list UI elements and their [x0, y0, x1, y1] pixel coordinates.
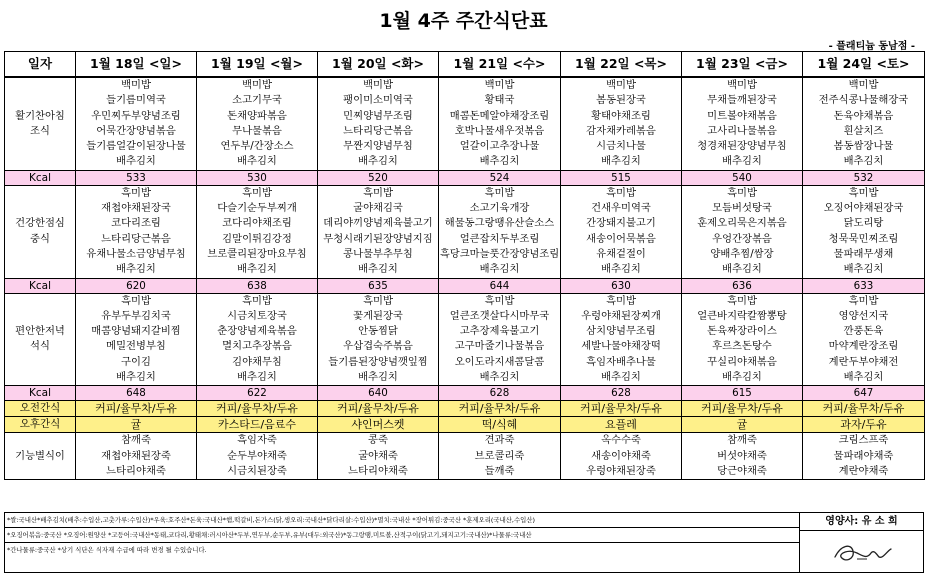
dish-item: 재첩야채된장국 [101, 202, 171, 215]
dish-item: 무청시래기된장양념지짐 [323, 232, 433, 245]
dish-item: 오이도라지새콤달콤 [454, 355, 545, 368]
dish-item: 닭도리탕 [843, 217, 884, 230]
day-header: 1월 19일 <월> [197, 52, 318, 78]
porridge-item: 재첩야채된장죽 [101, 449, 171, 462]
snack-cell: 요플레 [561, 417, 682, 433]
meal-label-line: 활기찬아침 [15, 109, 65, 122]
porridge-item: 느타리야채죽 [348, 464, 408, 477]
dish-item: 물파래무생채 [833, 247, 894, 260]
snack-cell: 커피/율무차/두유 [439, 401, 561, 417]
dish-item: 시금치나물 [596, 140, 646, 153]
dish-item: 배추김치 [479, 263, 520, 276]
porridge-cell [318, 433, 439, 480]
afternoon-snack-row [5, 417, 925, 433]
dish-item: 청경채된장양념무침 [697, 140, 787, 153]
snack-cell: 커피/율무차/두유 [318, 401, 439, 417]
day-header: 1월 18일 <일> [76, 52, 197, 78]
dish-item: 무짠지양념무침 [343, 140, 413, 153]
porridge-cell [561, 433, 682, 480]
dish-item: 후르츠돈탕수 [712, 340, 772, 353]
snack-cell: 샤인머스켓 [318, 417, 439, 433]
porridge-item: 브로콜리죽 [474, 449, 525, 462]
kcal-value: 640 [318, 386, 439, 401]
dish-item: 호박나물새우젓볶음 [454, 124, 545, 137]
dish-item: 다슬기순두부찌개 [217, 202, 297, 215]
dish-item: 시금치토장국 [227, 309, 287, 322]
kcal-value: 638 [197, 278, 318, 293]
dish-item: 흑미밥 [242, 294, 272, 307]
dish-item: 돈채양파볶음 [227, 109, 287, 122]
dish-item: 김야채무침 [232, 355, 282, 368]
kcal-value: 533 [76, 170, 197, 185]
day-header: 1월 21일 <수> [439, 52, 561, 78]
dish-item: 유채나물소금양념무침 [86, 247, 186, 260]
dish-item: 매콤돈메알야채장조림 [449, 109, 550, 122]
dish-item: 백미밥 [121, 79, 151, 91]
kcal-value: 615 [682, 386, 803, 401]
porridge-item: 버섯야채죽 [717, 449, 767, 462]
branch-name: - 플래티늄 동남점 - [828, 41, 915, 52]
dish-item: 깐풍돈육 [843, 325, 884, 338]
dish-item: 무채들깨된장국 [707, 94, 777, 107]
dish-item: 꾸실리야채볶음 [707, 355, 777, 368]
dish-item: 굴야채김국 [353, 202, 403, 215]
kcal-label: Kcal [5, 170, 76, 185]
dish-item: 우삽겹숙주볶음 [343, 340, 413, 353]
menu-cell [439, 293, 561, 386]
dish-item: 흑미밥 [363, 294, 393, 307]
menu-cell [561, 293, 682, 386]
dish-item: 돈육야채볶음 [833, 109, 894, 122]
kcal-value: 540 [682, 170, 803, 185]
page-title: 1월 4주 주간식단표 [379, 10, 548, 32]
porridge-item: 참깨죽 [727, 434, 757, 447]
porridge-item: 우렁야채된장죽 [586, 464, 656, 477]
dish-item: 고구마줄기나물볶음 [454, 340, 545, 353]
kcal-value: 636 [682, 278, 803, 293]
functional-diet-label: 기능별식이 [5, 433, 76, 480]
kcal-value: 633 [803, 278, 925, 293]
dish-item: 흑임자배추나물 [586, 355, 656, 368]
functional-diet-row [5, 433, 925, 480]
kcal-value: 635 [318, 278, 439, 293]
dish-item: 계란두부야채전 [828, 355, 899, 368]
kcal-value: 648 [76, 386, 197, 401]
dish-item: 배추김치 [358, 155, 398, 168]
menu-cell [439, 185, 561, 278]
breakfast-row [5, 77, 925, 170]
origin-note: *쌀:국내산*배추김치(배추:수입산,고춧가루:수입산)*우육:호주산*돈육:국내산*햄,떡갈비,돈가스(닭,생오리:국내산*닭다리살:수입산)*멸치:국내산 *장어튀김:중국산 *훈제오리(국내산,수입산) [5, 513, 799, 528]
meal-label-line: 건강한점심 [15, 217, 65, 230]
kcal-row-dinner [5, 386, 925, 401]
meal-label-lunch [5, 185, 76, 278]
dish-item: 배추김치 [843, 263, 884, 276]
dish-item: 황태국 [484, 94, 515, 107]
lunch-row [5, 185, 925, 278]
dish-item: 배추김치 [116, 263, 156, 276]
dish-item: 흑미밥 [484, 186, 515, 199]
dish-item: 흑미밥 [121, 186, 151, 199]
dietitian-box [800, 512, 924, 573]
dish-item: 느타리당근볶음 [101, 232, 171, 245]
dish-item: 메밀전병부침 [106, 340, 166, 353]
dish-item: 배추김치 [722, 155, 762, 168]
kcal-value: 628 [561, 386, 682, 401]
dish-item: 양배추찜/쌈장 [710, 247, 774, 260]
dish-item: 봄동된장국 [596, 94, 646, 107]
porridge-item: 옥수수죽 [601, 434, 641, 447]
day-header: 1월 24일 <토> [803, 52, 925, 78]
dish-item: 배추김치 [116, 371, 156, 384]
dish-item: 소고기육개장 [469, 202, 530, 215]
dish-item: 얼큰조갯살다시마무국 [449, 309, 550, 322]
kcal-value: 620 [76, 278, 197, 293]
dish-item: 우렁야채된장찌개 [581, 309, 661, 322]
footer-area [4, 512, 924, 573]
dietitian-name: 영양사: 유 소 희 [800, 513, 923, 531]
porridge-item: 크림스프죽 [838, 434, 889, 447]
dish-item: 백미밥 [484, 79, 515, 91]
kcal-value: 532 [803, 170, 925, 185]
menu-cell [682, 185, 803, 278]
dish-item: 백미밥 [363, 79, 393, 91]
dish-item: 흑당크마늘풋간장양념조림 [439, 247, 560, 260]
menu-cell [561, 185, 682, 278]
dish-item: 매콤양념돼지갈비찜 [91, 325, 181, 338]
porridge-cell [439, 433, 561, 480]
menu-cell [803, 185, 925, 278]
dinner-row [5, 293, 925, 386]
dish-item: 얼큰바지락칼짬뽕탕 [697, 309, 787, 322]
dish-item: 간장돼지불고기 [586, 217, 656, 230]
dish-item: 배추김치 [601, 371, 641, 384]
kcal-row-lunch [5, 278, 925, 293]
dish-item: 배추김치 [843, 155, 884, 168]
porridge-cell [803, 433, 925, 480]
dish-item: 배추김치 [601, 155, 641, 168]
kcal-label: Kcal [5, 278, 76, 293]
dish-item: 백미밥 [727, 79, 757, 91]
dish-item: 배추김치 [237, 371, 277, 384]
dish-item: 들기름얼갈이된장나물 [86, 140, 186, 153]
dish-item: 소고기무국 [232, 94, 282, 107]
meal-label-line: 조식 [30, 124, 50, 137]
dish-item: 연두부/간장소스 [220, 140, 294, 153]
porridge-item: 견과죽 [484, 434, 515, 447]
dish-item: 배추김치 [358, 263, 398, 276]
menu-cell [318, 293, 439, 386]
dish-item: 우엉간장볶음 [712, 232, 772, 245]
header-row [5, 52, 925, 78]
dish-item: 느타리당근볶음 [343, 124, 413, 137]
kcal-row-breakfast [5, 170, 925, 185]
snack-cell: 커피/율무차/두유 [197, 401, 318, 417]
snack-cell: 과자/두유 [803, 417, 925, 433]
dish-item: 안동찜닭 [358, 325, 398, 338]
kcal-value: 515 [561, 170, 682, 185]
snack-cell: 커피/율무차/두유 [76, 401, 197, 417]
porridge-item: 순두부야채죽 [227, 449, 287, 462]
porridge-item: 흑임자죽 [237, 434, 277, 447]
porridge-item: 계란야채죽 [838, 464, 889, 477]
dish-item: 전주식콩나물해장국 [818, 94, 909, 107]
dish-item: 백미밥 [606, 79, 636, 91]
dish-item: 코다리조림 [111, 217, 161, 230]
dish-item: 마약계란장조림 [828, 340, 899, 353]
dish-item: 해물동그랑땡유산슬소스 [444, 217, 555, 230]
dish-item: 들기름미역국 [106, 94, 166, 107]
afternoon-snack-label: 오후간식 [5, 417, 76, 433]
dish-item: 훈제오리묵은지볶음 [697, 217, 787, 230]
day-header: 1월 20일 <화> [318, 52, 439, 78]
dish-item: 배추김치 [722, 263, 762, 276]
snack-cell: 귤 [682, 417, 803, 433]
porridge-item: 당근야채죽 [717, 464, 767, 477]
menu-cell [76, 77, 197, 170]
dish-item: 청묵묵민찌조림 [828, 232, 899, 245]
snack-cell: 커피/율무차/두유 [803, 401, 925, 417]
dish-item: 배추김치 [479, 371, 520, 384]
porridge-cell [197, 433, 318, 480]
dish-item: 민찌양념무조림 [343, 109, 413, 122]
menu-cell [318, 185, 439, 278]
dish-item: 오징어야채된장국 [823, 202, 904, 215]
porridge-item: 참깨죽 [121, 434, 151, 447]
dish-item: 유채겉절이 [596, 247, 646, 260]
kcal-value: 647 [803, 386, 925, 401]
menu-table [4, 51, 925, 480]
kcal-value: 530 [197, 170, 318, 185]
dish-item: 김말이튀김강정 [222, 232, 292, 245]
date-label-header: 일자 [5, 52, 76, 78]
snack-cell: 커피/율무차/두유 [561, 401, 682, 417]
day-header: 1월 23일 <금> [682, 52, 803, 78]
dish-item: 흑미밥 [484, 294, 515, 307]
menu-cell [561, 77, 682, 170]
dish-item: 배추김치 [843, 371, 884, 384]
kcal-value: 524 [439, 170, 561, 185]
menu-cell [76, 185, 197, 278]
dish-item: 멸치고추장볶음 [222, 340, 292, 353]
dish-item: 흑미밥 [363, 186, 393, 199]
dish-item: 황태야채조림 [591, 109, 651, 122]
meal-label-line: 중식 [30, 232, 50, 245]
dish-item: 얼갈이고추장나물 [459, 140, 540, 153]
dish-item: 감자채카레볶음 [586, 124, 656, 137]
dish-item: 춘장양념제육볶음 [217, 325, 297, 338]
dish-item: 백미밥 [848, 79, 879, 91]
dish-item: 흑미밥 [606, 186, 636, 199]
dish-item: 콩나물부추무침 [343, 247, 413, 260]
dish-item: 흑미밥 [242, 186, 272, 199]
dish-item: 얼큰잡치두부조림 [459, 232, 540, 245]
dish-item: 흑미밥 [848, 186, 879, 199]
menu-cell [76, 293, 197, 386]
day-header: 1월 22일 <목> [561, 52, 682, 78]
dish-item: 유부두부김치국 [101, 309, 171, 322]
dish-item: 고추장제육불고기 [459, 325, 540, 338]
porridge-item: 새송이야채죽 [591, 449, 651, 462]
dish-item: 백미밥 [242, 79, 272, 91]
dish-item: 배추김치 [237, 263, 277, 276]
dish-item: 새송이어묵볶음 [586, 232, 656, 245]
dish-item: 구이김 [121, 355, 151, 368]
snack-cell: 떡/식혜 [439, 417, 561, 433]
kcal-value: 622 [197, 386, 318, 401]
menu-cell [439, 77, 561, 170]
kcal-value: 644 [439, 278, 561, 293]
origin-note: *간나물류:중국산 *상기 식단은 식자재 수급에 따라 변경 될 수있습니다. [7, 546, 207, 555]
dish-item: 배추김치 [237, 155, 277, 168]
origin-notes [4, 512, 800, 573]
dish-item: 우민찌두부양념조림 [91, 109, 181, 122]
dish-item: 흑미밥 [848, 294, 879, 307]
menu-cell [197, 185, 318, 278]
dish-item: 어묵간장양념볶음 [96, 124, 176, 137]
dish-item: 배추김치 [722, 371, 762, 384]
kcal-value: 630 [561, 278, 682, 293]
dish-item: 배추김치 [479, 155, 520, 168]
dish-item: 꽃게된장국 [353, 309, 403, 322]
menu-cell [197, 293, 318, 386]
dish-item: 흑미밥 [606, 294, 636, 307]
dish-item: 들기름된장양념깻잎찜 [328, 355, 428, 368]
dish-item: 배추김치 [601, 263, 641, 276]
snack-cell: 귤 [76, 417, 197, 433]
menu-cell [318, 77, 439, 170]
meal-label-dinner [5, 293, 76, 386]
porridge-item: 들깨죽 [484, 464, 515, 477]
porridge-item: 물파래야채죽 [833, 449, 894, 462]
dish-item: 흑미밥 [121, 294, 151, 307]
dish-item: 영양선지국 [838, 309, 889, 322]
meal-label-line: 석식 [30, 340, 50, 353]
dish-item: 흑미밥 [727, 186, 757, 199]
meal-label-breakfast [5, 77, 76, 170]
snack-cell: 커피/율무차/두유 [682, 401, 803, 417]
dish-item: 배추김치 [116, 155, 156, 168]
dish-item: 세발나물야채장떡 [581, 340, 661, 353]
origin-note: *오징어볶음:중국산 *오징어:원양산 *고등어:국내산*동태,코다리,황태채:러시아산*두부,연두부,순두부,유부(대두:외국산)*동그랑땡,미트볼,산적구이(닭고기,돼지고기:국내산)*나물류:국내산 [5, 528, 799, 543]
menu-cell [803, 293, 925, 386]
dish-item: 돈육짜장라이스 [707, 325, 777, 338]
dish-item: 봄동쌈장나물 [833, 140, 894, 153]
dish-item: 흰살치즈 [843, 124, 884, 137]
dish-item: 팽이미소미역국 [343, 94, 413, 107]
morning-snack-row [5, 401, 925, 417]
porridge-item: 굴야채죽 [358, 449, 398, 462]
porridge-item: 느타리야채죽 [106, 464, 166, 477]
dish-item: 배추김치 [358, 371, 398, 384]
dish-item: 코다리야채조림 [222, 217, 292, 230]
snack-cell: 카스타드/음료수 [197, 417, 318, 433]
dish-item: 무나물볶음 [232, 124, 282, 137]
porridge-cell [76, 433, 197, 480]
porridge-cell [682, 433, 803, 480]
menu-cell [803, 77, 925, 170]
porridge-item: 시금치된장죽 [227, 464, 287, 477]
dish-item: 미트볼야채볶음 [707, 109, 777, 122]
menu-cell [682, 77, 803, 170]
dish-item: 모듬버섯탕국 [712, 202, 772, 215]
kcal-value: 520 [318, 170, 439, 185]
dish-item: 고사리나물볶음 [707, 124, 777, 137]
dish-item: 건새우미역국 [591, 202, 651, 215]
menu-cell [197, 77, 318, 170]
dish-item: 삼치양념무조림 [586, 325, 656, 338]
dish-item: 데리야끼양념제육불고기 [323, 217, 433, 230]
kcal-label: Kcal [5, 386, 76, 401]
porridge-item: 콩죽 [368, 434, 388, 447]
dish-item: 흑미밥 [727, 294, 757, 307]
menu-cell [682, 293, 803, 386]
signature-image [827, 535, 897, 569]
kcal-value: 628 [439, 386, 561, 401]
dish-item: 브로콜리된장마요무침 [207, 247, 307, 260]
morning-snack-label: 오전간식 [5, 401, 76, 417]
meal-label-line: 편안한저녁 [15, 325, 65, 338]
